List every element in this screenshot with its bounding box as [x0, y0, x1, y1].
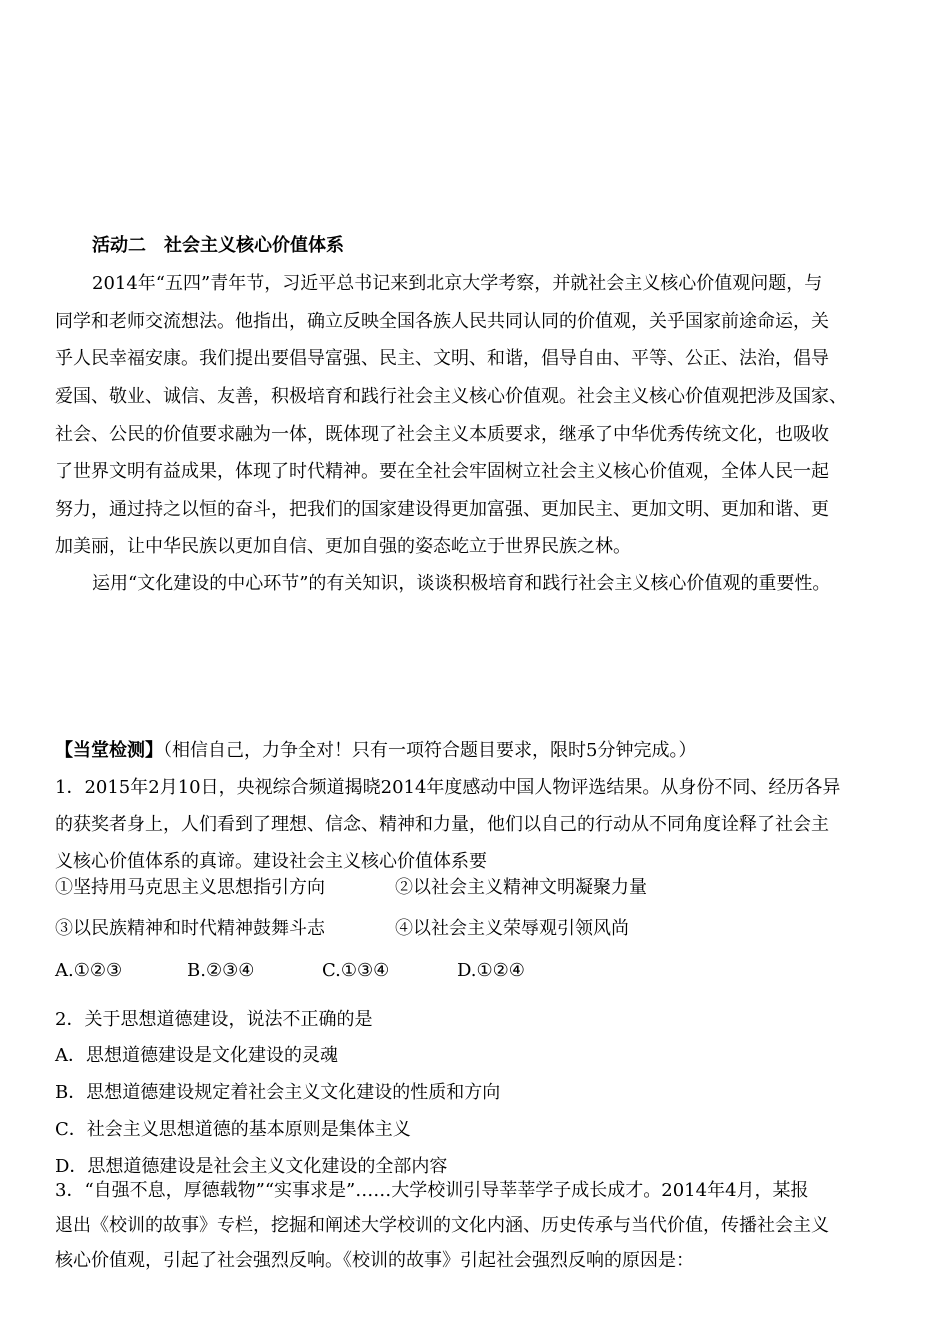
q3-stem-line: 退出《校训的故事》专栏，挖掘和阐述大学校训的文化内涵、历史传承与当代价值，传播社会主义: [55, 1215, 829, 1236]
passage-line: 2014年“五四”青年节，习近平总书记来到北京大学考察，并就社会主义核心价值观问题，与: [92, 273, 823, 294]
q1-choice: ③以民族精神和时代精神鼓舞斗志: [55, 918, 325, 939]
passage-line: 加美丽，让中华民族以更加自信、更加自强的姿态屹立于世界民族之林。: [55, 536, 631, 557]
q2-option-c: C．社会主义思想道德的基本原则是集体主义: [55, 1119, 411, 1140]
q1-option-c: C.①③④: [322, 960, 390, 981]
q1-choice: ④以社会主义荣辱观引领风尚: [395, 918, 629, 939]
passage-line: 乎人民幸福安康。我们提出要倡导富强、民主、文明、和谐，倡导自由、平等、公正、法治，倡导: [55, 348, 829, 369]
check-header: [55, 739, 696, 763]
q1-option-d: D.①②④: [457, 960, 525, 981]
passage-line: 社会、公民的价值要求融为一体，既体现了社会主义本质要求，继承了中华优秀传统文化，也吸收: [55, 424, 829, 445]
passage-line: 努力，通过持之以恒的奋斗，把我们的国家建设得更加富强、更加民主、更加文明、更加和谐、更: [55, 499, 829, 520]
q1-option-b: B.②③④: [187, 960, 255, 981]
check-heading: 【当堂检测】: [55, 740, 163, 761]
q2-stem: 2．关于思想道德建设，说法不正确的是: [55, 1009, 373, 1030]
check-instruction: （相信自己，力争全对！只有一项符合题目要求，限时5分钟完成。）: [163, 740, 697, 761]
passage-line: 了世界文明有益成果，体现了时代精神。要在全社会牢固树立社会主义核心价值观，全体人民一起: [55, 461, 829, 482]
q1-stem-line: 1．2015年2月10日，央视综合频道揭晓2014年度感动中国人物评选结果。从身份不同、经历各异: [55, 777, 841, 798]
q1-choice: ①坚持用马克思主义思想指引方向: [55, 877, 325, 898]
q1-stem-line: 的获奖者身上，人们看到了理想、信念、精神和力量，他们以自己的行动从不同角度诠释了社会主: [55, 814, 829, 835]
q2-option-a: A．思想道德建设是文化建设的灵魂: [55, 1045, 338, 1066]
activity-title: 活动二 社会主义核心价值体系: [92, 235, 344, 256]
q1-stem-line: 义核心价值体系的真谛。建设社会主义核心价值体系要: [55, 851, 487, 872]
q1-choice: ②以社会主义精神文明凝聚力量: [395, 877, 647, 898]
q3-stem-line: 3．“自强不息，厚德载物”“实事求是”……大学校训引导莘莘学子成长成才。2014年4月，某报: [55, 1180, 809, 1201]
activity-question: 运用“文化建设的中心环节”的有关知识，谈谈积极培育和践行社会主义核心价值观的重要性。: [92, 573, 831, 594]
q2-option-d: D．思想道德建设是社会主义文化建设的全部内容: [55, 1156, 448, 1177]
q1-option-a: A.①②③: [55, 960, 123, 981]
passage-line: 同学和老师交流想法。他指出，确立反映全国各族人民共同认同的价值观，关乎国家前途命运，关: [55, 311, 829, 332]
q3-stem-line: 核心价值观，引起了社会强烈反响。《校训的故事》引起社会强烈反响的原因是：: [55, 1250, 694, 1271]
passage-line: 爱国、敬业、诚信、友善，积极培育和践行社会主义核心价值观。社会主义核心价值观把涉及国家、: [55, 386, 847, 407]
q2-option-b: B．思想道德建设规定着社会主义文化建设的性质和方向: [55, 1082, 501, 1103]
